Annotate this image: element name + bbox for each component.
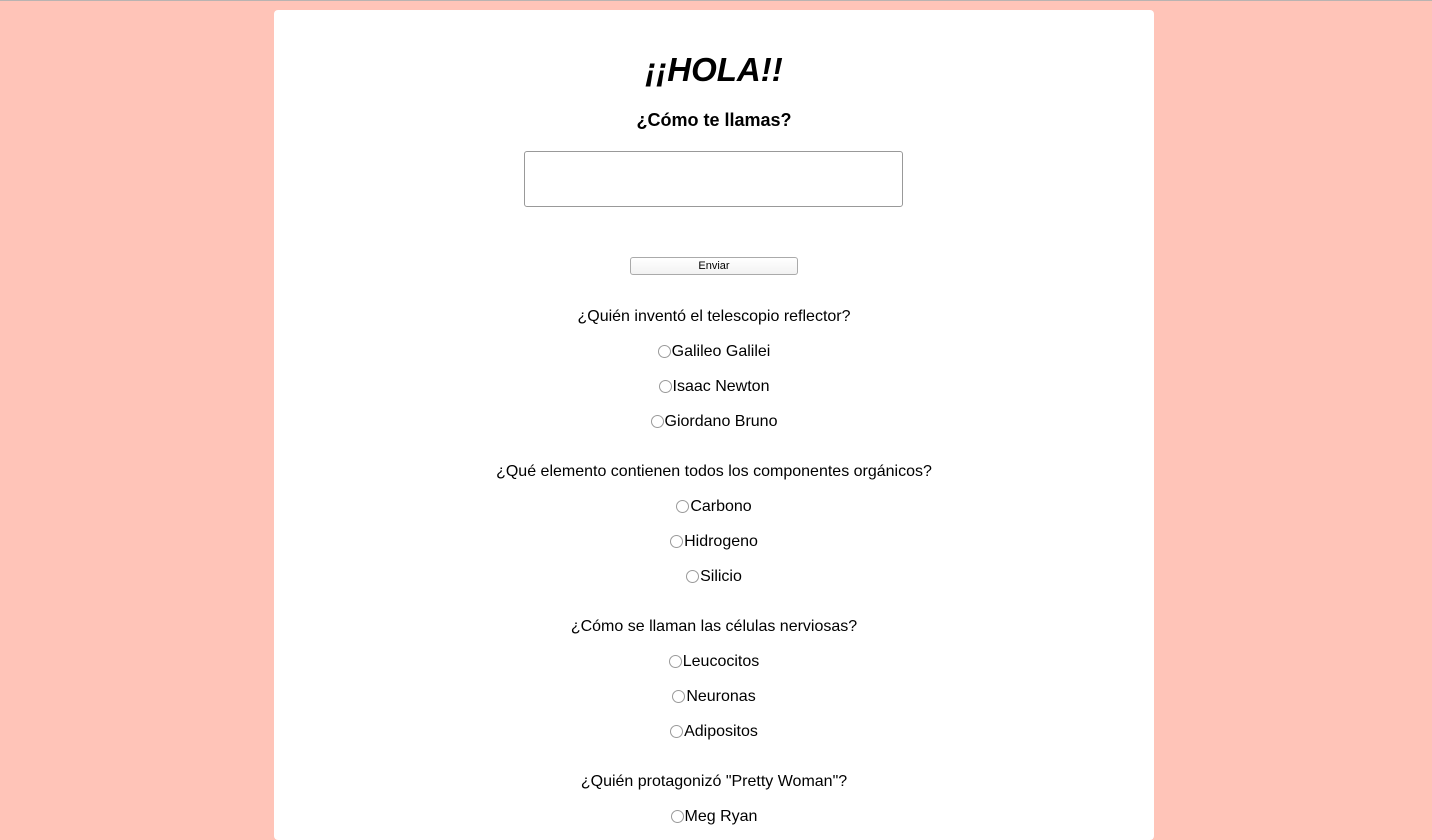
radio-button[interactable]	[659, 380, 672, 393]
answer-option[interactable]	[274, 568, 1154, 586]
answer-option[interactable]	[274, 653, 1154, 671]
option-label: Galileo Galilei	[671, 343, 771, 360]
answer-option[interactable]	[274, 378, 1154, 396]
question-1	[274, 308, 1154, 431]
question-text: ¿Qué elemento contienen todos los componentes orgánicos?	[496, 463, 932, 480]
option-label: Adipositos	[684, 723, 758, 740]
radio-button[interactable]	[670, 725, 683, 738]
option-label: Leucocitos	[682, 653, 760, 670]
option-label: Isaac Newton	[672, 378, 770, 395]
radio-button[interactable]	[651, 415, 664, 428]
question-text: ¿Quién inventó el telescopio reflector?	[577, 308, 851, 325]
answer-option[interactable]	[274, 498, 1154, 516]
submit-button[interactable]: Enviar	[630, 257, 798, 275]
radio-button[interactable]	[669, 655, 682, 668]
option-label: Neuronas	[686, 688, 756, 705]
quiz-card	[274, 10, 1154, 840]
name-input[interactable]	[524, 151, 903, 207]
option-label: Silicio	[700, 568, 742, 585]
radio-button[interactable]	[672, 690, 685, 703]
option-label: Carbono	[690, 498, 752, 515]
question-3	[274, 618, 1154, 741]
option-label: Hidrogeno	[684, 533, 758, 550]
option-label: Giordano Bruno	[664, 413, 778, 430]
answer-option[interactable]	[274, 343, 1154, 361]
page-title: ¡¡HOLA!!	[645, 51, 783, 88]
answer-option[interactable]	[274, 688, 1154, 706]
answer-option[interactable]	[274, 533, 1154, 551]
radio-button[interactable]	[676, 500, 689, 513]
radio-button[interactable]	[686, 570, 699, 583]
window-top-border	[0, 0, 1432, 1]
option-label: Meg Ryan	[684, 808, 758, 825]
radio-button[interactable]	[670, 535, 683, 548]
name-prompt: ¿Cómo te llamas?	[636, 110, 792, 130]
answer-option[interactable]	[274, 723, 1154, 741]
question-4	[274, 773, 1154, 826]
radio-button[interactable]	[658, 345, 671, 358]
question-text: ¿Quién protagonizó "Pretty Woman"?	[580, 773, 848, 790]
question-2	[274, 463, 1154, 586]
answer-option[interactable]	[274, 413, 1154, 431]
question-text: ¿Cómo se llaman las células nerviosas?	[570, 618, 858, 635]
radio-button[interactable]	[671, 810, 684, 823]
answer-option[interactable]	[274, 808, 1154, 826]
